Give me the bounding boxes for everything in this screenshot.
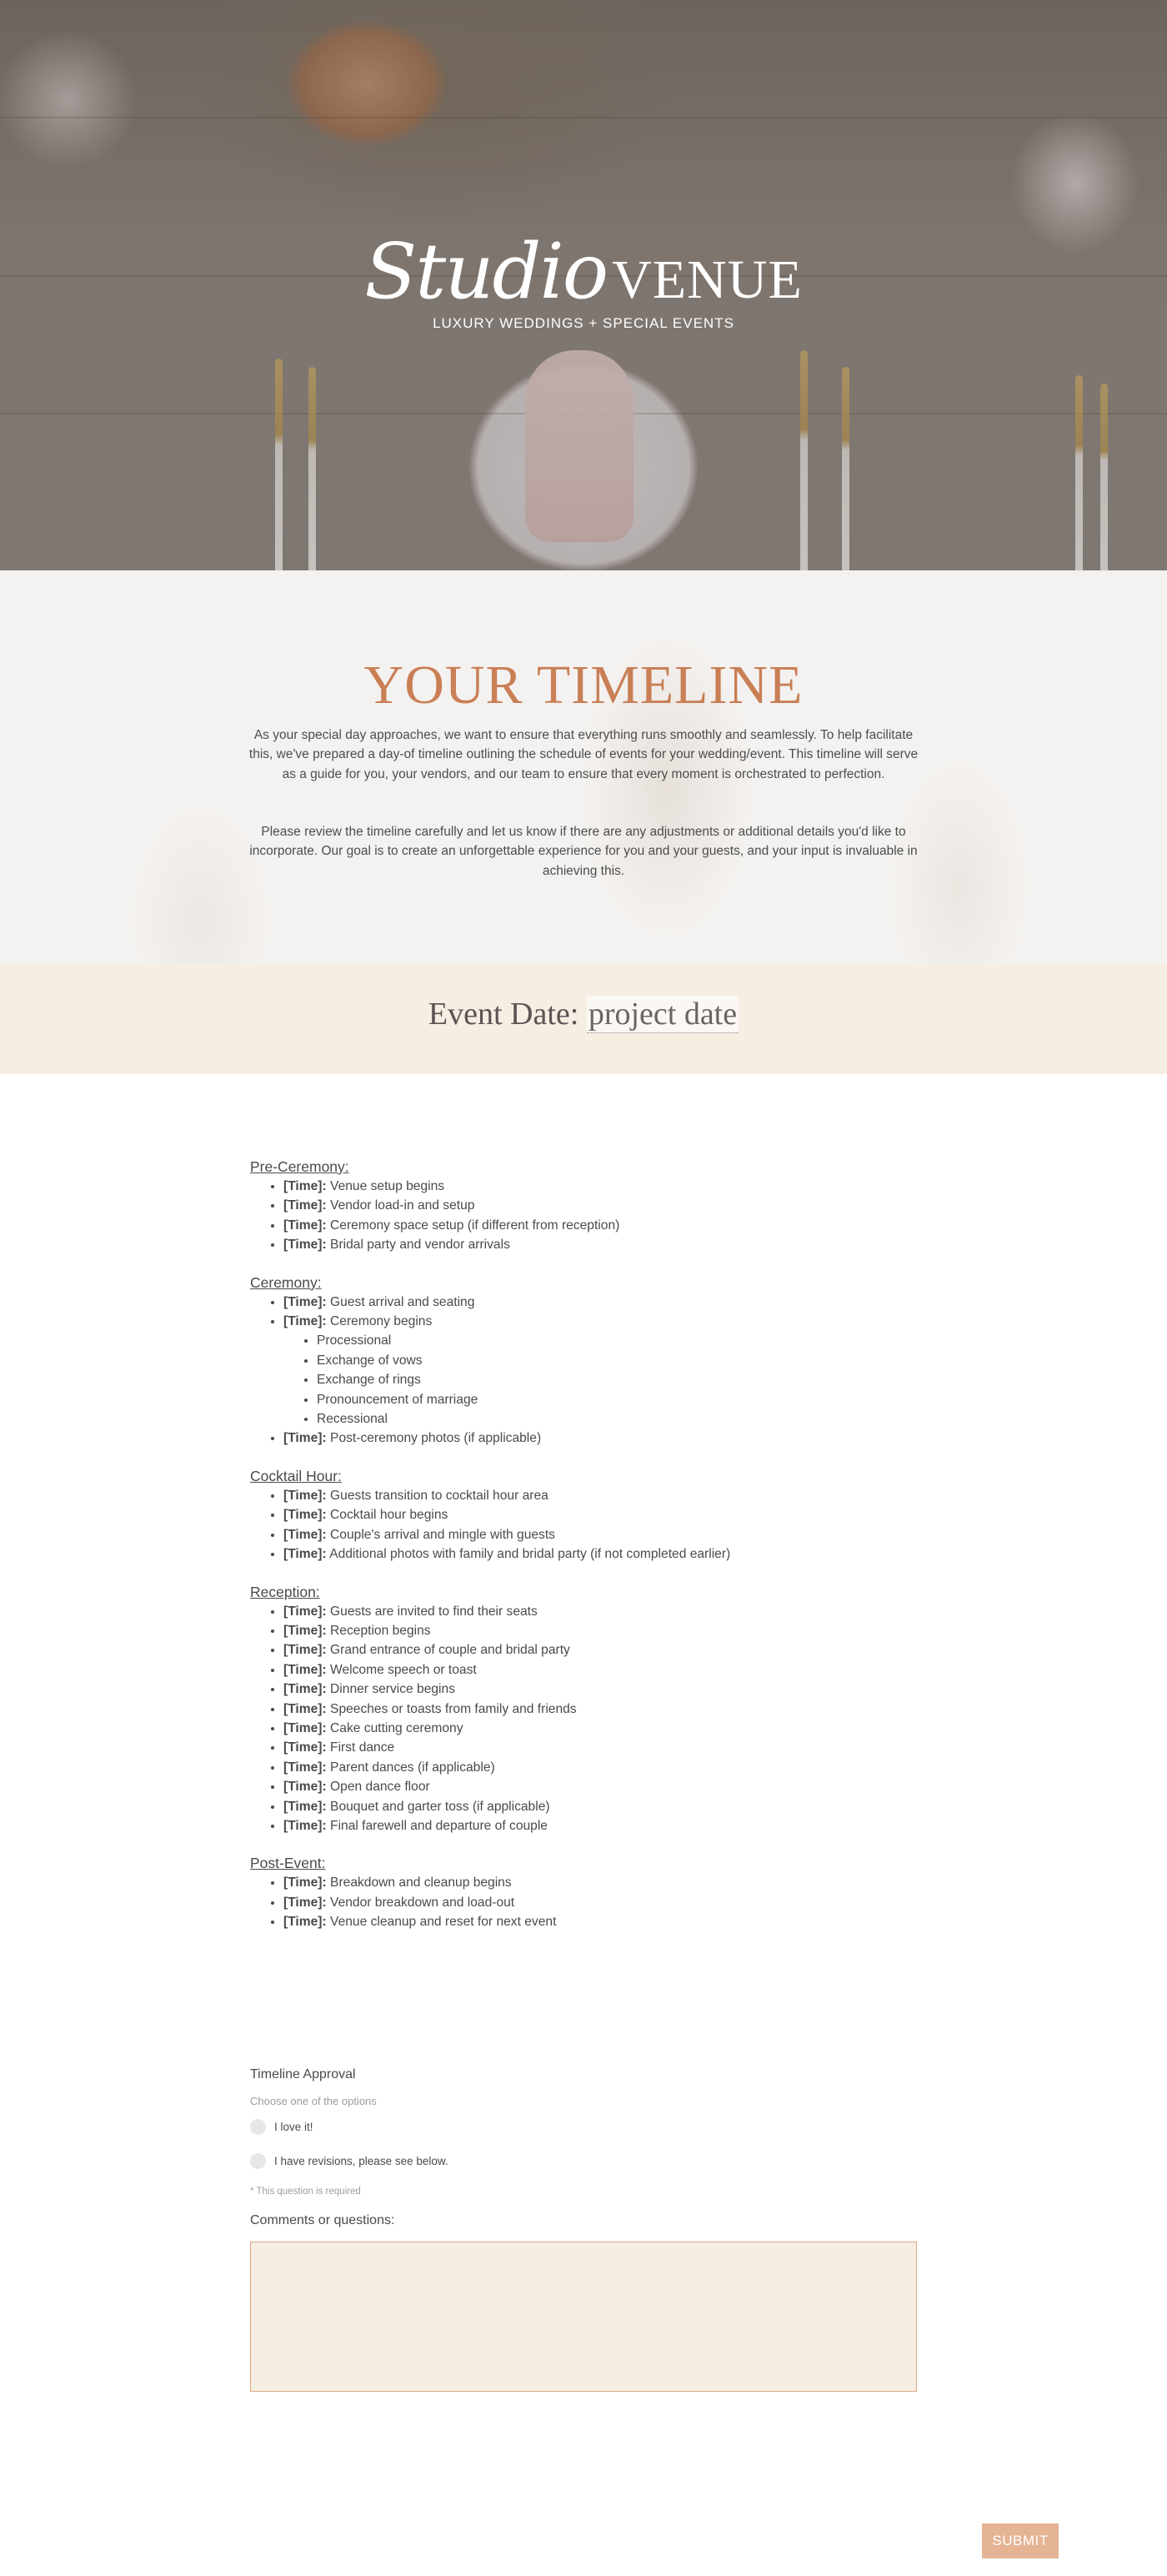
ceremony-sub-list	[283, 1331, 917, 1429]
item-text: Guests are invited to find their seats	[330, 1604, 538, 1619]
list-item	[283, 1797, 917, 1816]
item-text: Guests transition to cocktail hour area	[330, 1488, 548, 1503]
section-title: Ceremony:	[250, 1273, 322, 1291]
list-item	[283, 1873, 917, 1892]
time-placeholder: [Time]:	[283, 1547, 327, 1562]
time-placeholder: [Time]:	[283, 1760, 327, 1775]
list-item	[283, 1544, 917, 1564]
item-text: Vendor load-in and setup	[330, 1198, 475, 1213]
list-item	[283, 1505, 917, 1524]
radio-label: I love it!	[274, 2120, 313, 2133]
post-event-section	[250, 1854, 917, 1931]
time-placeholder: [Time]:	[283, 1508, 327, 1523]
list-item	[283, 1719, 917, 1738]
time-placeholder: [Time]:	[283, 1179, 327, 1193]
time-placeholder: [Time]:	[283, 1643, 327, 1658]
form-help-text: Choose one of the options	[250, 2095, 377, 2107]
item-text: Dinner service begins	[330, 1682, 455, 1697]
list-item	[283, 1912, 917, 1931]
section-title: Cocktail Hour:	[250, 1467, 342, 1484]
radio-button[interactable]	[250, 2119, 266, 2135]
item-text: Ceremony space setup (if different from reception)	[330, 1218, 620, 1233]
time-placeholder: [Time]:	[283, 1876, 327, 1891]
intro-paragraph: Please review the timeline carefully and let us know if there are any adjustments or additional details you'd like to incorporate. Our goal is to create an unforgettable experience for you and your guests, and your input is invaluable in achieving this.	[249, 825, 918, 878]
item-text: Breakdown and cleanup begins	[330, 1876, 512, 1891]
list-item	[283, 1660, 917, 1680]
pre-ceremony-section	[250, 1157, 917, 1255]
item-text: Reception begins	[330, 1623, 431, 1638]
item-text: Couple's arrival and mingle with guests	[330, 1527, 555, 1542]
radio-option-love-it[interactable]	[250, 2117, 313, 2136]
reception-section	[250, 1583, 917, 1836]
list-item	[283, 1680, 917, 1699]
time-placeholder: [Time]:	[283, 1701, 327, 1716]
time-placeholder: [Time]:	[283, 1915, 327, 1930]
time-placeholder: [Time]:	[283, 1604, 327, 1619]
list-item	[283, 1216, 917, 1235]
item-text: Open dance floor	[330, 1780, 430, 1795]
time-placeholder: [Time]:	[283, 1314, 327, 1329]
item-text: Vendor breakdown and load-out	[330, 1895, 515, 1910]
cocktail-hour-list	[250, 1486, 917, 1564]
time-placeholder: [Time]:	[283, 1780, 327, 1795]
event-date	[0, 996, 1167, 1033]
section-title: Reception:	[250, 1583, 320, 1600]
item-text: Venue cleanup and reset for next event	[330, 1915, 557, 1930]
logo-word-text: VENUE	[612, 249, 803, 310]
time-placeholder: [Time]:	[283, 1431, 327, 1446]
item-text: Ceremony begins	[330, 1314, 433, 1329]
form-title: Timeline Approval	[250, 2067, 356, 2081]
item-text: Venue setup begins	[330, 1179, 445, 1193]
list-item	[283, 1196, 917, 1215]
timeline-intro	[0, 570, 1167, 964]
item-text: Bouquet and garter toss (if applicable)	[330, 1799, 550, 1814]
time-placeholder: [Time]:	[283, 1488, 327, 1503]
time-placeholder: [Time]:	[283, 1740, 327, 1755]
list-item	[283, 1893, 917, 1912]
time-placeholder: [Time]:	[283, 1799, 327, 1814]
item-text: Final farewell and departure of couple	[330, 1818, 548, 1833]
item-text: Grand entrance of couple and bridal party	[330, 1643, 570, 1658]
item-text: Cake cutting ceremony	[330, 1720, 463, 1735]
pre-ceremony-list	[250, 1177, 917, 1255]
list-item	[283, 1621, 917, 1640]
time-placeholder: [Time]:	[283, 1818, 327, 1833]
timeline-schedule	[250, 1157, 917, 1951]
list-item	[283, 1700, 917, 1719]
list-item	[283, 1758, 917, 1777]
required-note: * This question is required	[250, 2187, 361, 2197]
item-text: First dance	[330, 1740, 395, 1755]
sub-list-item: • Pronouncement of marriage	[317, 1390, 917, 1409]
time-placeholder: [Time]:	[283, 1682, 327, 1697]
sub-list-item: • Recessional	[317, 1409, 917, 1429]
cocktail-hour-section	[250, 1467, 917, 1564]
hero-banner	[0, 0, 1167, 570]
post-event-list	[250, 1873, 917, 1931]
list-item	[283, 1235, 917, 1254]
item-text: Cocktail hour begins	[330, 1508, 448, 1523]
event-date-band	[0, 964, 1167, 1074]
list-item	[283, 1486, 917, 1505]
item-text: Additional photos with family and bridal party (if not completed earlier)	[329, 1547, 731, 1562]
time-placeholder: [Time]:	[283, 1198, 327, 1213]
logo-script-text: Studio	[364, 227, 608, 316]
item-text: Parent dances (if applicable)	[330, 1760, 495, 1775]
time-placeholder: [Time]:	[283, 1218, 327, 1233]
ceremony-section	[250, 1273, 917, 1449]
radio-option-revisions[interactable]	[250, 2152, 448, 2170]
item-text: Bridal party and vendor arrivals	[330, 1238, 510, 1253]
list-item	[283, 1293, 917, 1312]
list-item	[283, 1816, 917, 1835]
list-item	[283, 1738, 917, 1757]
radio-button[interactable]	[250, 2153, 266, 2169]
list-item	[283, 1312, 917, 1429]
item-text: Speeches or toasts from family and friends	[330, 1701, 577, 1716]
comments-textarea[interactable]	[250, 2242, 917, 2392]
intro-paragraph: As your special day approaches, we want to ensure that everything runs smoothly and seamlessly. To help facilitate this, we've prepared a day-of timeline outlining the schedule of events for your wedding/event. This timeline will serve as a guide for you, your vendors, and our team to ensure that every moment is orchestrated to perfection.	[248, 728, 919, 781]
radio-label: I have revisions, please see below.	[274, 2154, 448, 2167]
sub-list-item: • Exchange of rings	[317, 1370, 917, 1389]
sub-list-item: • Processional	[317, 1331, 917, 1350]
time-placeholder: [Time]:	[283, 1294, 327, 1309]
event-date-label: Event Date:	[428, 997, 579, 1032]
submit-button[interactable]: SUBMIT	[982, 2523, 1059, 2558]
item-text: Guest arrival and seating	[330, 1294, 475, 1309]
list-item	[283, 1429, 917, 1448]
section-title: Post-Event:	[250, 1855, 326, 1872]
time-placeholder: [Time]:	[283, 1238, 327, 1253]
page-title: YOUR TIMELINE	[363, 655, 804, 716]
item-text: Welcome speech or toast	[330, 1662, 477, 1677]
time-placeholder: [Time]:	[283, 1623, 327, 1638]
reception-list	[250, 1602, 917, 1836]
section-title: Pre-Ceremony:	[250, 1158, 349, 1175]
sub-list-item: • Exchange of vows	[317, 1351, 917, 1370]
list-item	[283, 1640, 917, 1660]
tagline: LUXURY WEDDINGS + SPECIAL EVENTS	[433, 315, 734, 331]
list-item	[283, 1602, 917, 1621]
list-item	[283, 1177, 917, 1196]
time-placeholder: [Time]:	[283, 1895, 327, 1910]
item-text: Post-ceremony photos (if applicable)	[330, 1431, 542, 1446]
ceremony-list	[250, 1293, 917, 1449]
project-date-field: project date	[588, 997, 738, 1032]
time-placeholder: [Time]:	[283, 1662, 327, 1677]
studio-venue-logo	[0, 227, 1167, 316]
time-placeholder: [Time]:	[283, 1527, 327, 1542]
list-item	[283, 1777, 917, 1796]
list-item	[283, 1525, 917, 1544]
comments-label: Comments or questions:	[250, 2213, 395, 2227]
time-placeholder: [Time]:	[283, 1720, 327, 1735]
